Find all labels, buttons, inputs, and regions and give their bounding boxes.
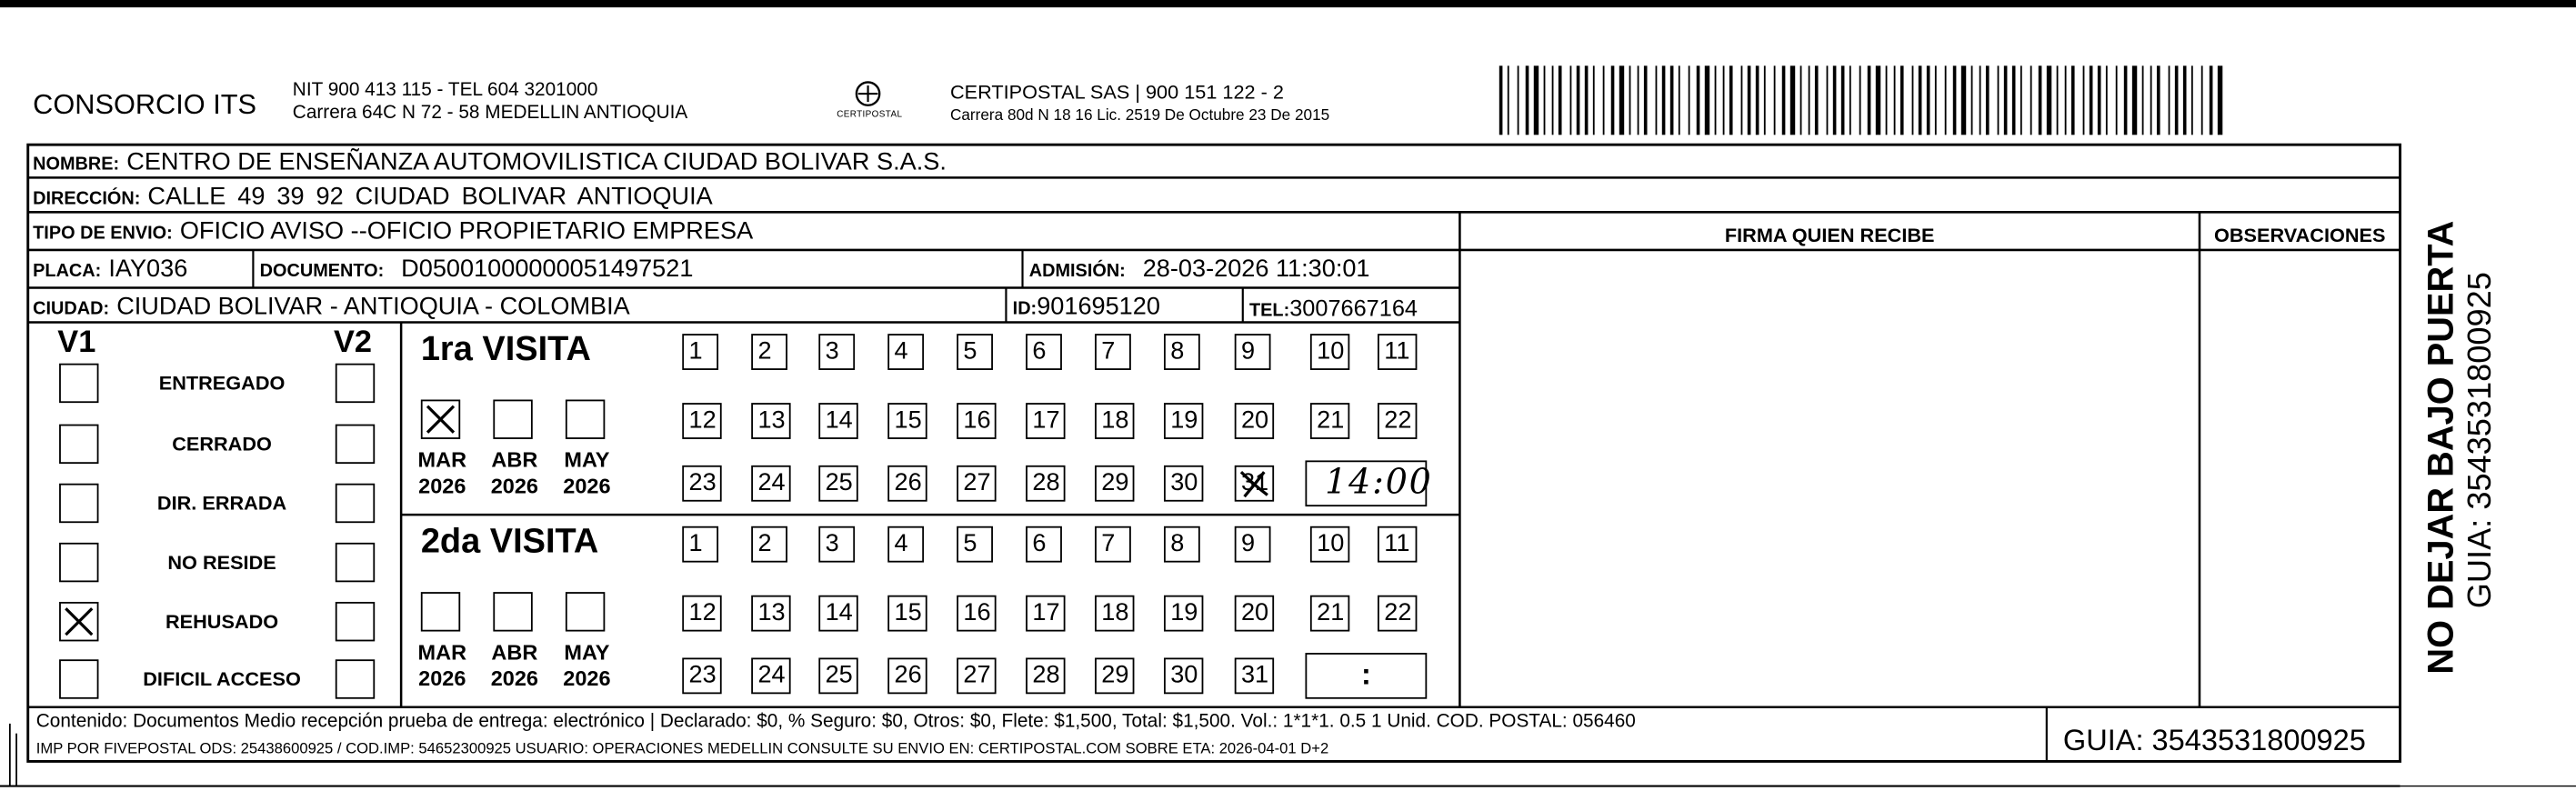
no-dejar-bajo-puerta: NO DEJAR BAJO PUERTA <box>2420 220 2461 675</box>
day-box[interactable]: 21 <box>1310 596 1349 632</box>
day-box[interactable]: 20 <box>1235 596 1274 632</box>
documento-row <box>260 255 694 285</box>
signature-area[interactable] <box>1463 254 2196 705</box>
day-box[interactable]: 18 <box>1095 403 1134 439</box>
certipostal-logo <box>832 79 905 128</box>
day-box[interactable]: 24 <box>751 466 790 502</box>
documento-label: DOCUMENTO: <box>259 261 385 282</box>
carrier-address: Carrera 80d N 18 16 Lic. 2519 De Octubre 23 De 2015 <box>949 106 1330 125</box>
month-label: MAR <box>417 446 467 473</box>
day-box[interactable]: 2 <box>751 526 787 563</box>
v1-checkbox[interactable] <box>59 659 98 698</box>
day-box[interactable]: 6 <box>1026 526 1062 563</box>
tel-row <box>1249 295 1418 325</box>
direccion-value: CALLE 49 39 92 CIUDAD BOLIVAR ANTIOQUIA <box>147 182 713 211</box>
year-label: 2026 <box>490 473 539 499</box>
status-label: CERRADO <box>172 432 272 456</box>
documento-value: D05001000000051497521 <box>401 255 694 284</box>
day-box[interactable]: 5 <box>957 334 993 370</box>
direccion-label: DIRECCIÓN: <box>33 189 141 209</box>
day-box[interactable]: 24 <box>751 657 790 694</box>
day-box[interactable]: 28 <box>1026 657 1065 694</box>
footer-guia: GUIA: 3543531800925 <box>2062 723 2366 757</box>
day-box[interactable]: 23 <box>682 466 721 502</box>
x-mark-icon <box>424 403 456 436</box>
day-box[interactable]: 11 <box>1378 526 1417 563</box>
admision-row <box>1029 255 1370 285</box>
company-nit: NIT 900 413 115 - TEL 604 3201000 <box>292 80 598 101</box>
handwritten-time: 14:00 <box>1325 462 1433 502</box>
day-box[interactable]: 7 <box>1095 526 1131 563</box>
day-box[interactable]: 14 <box>818 596 857 632</box>
day-box[interactable]: 19 <box>1164 403 1203 439</box>
year-label: 2026 <box>563 473 611 499</box>
x-mark-icon <box>63 606 95 638</box>
barcode <box>1499 65 2228 135</box>
month-checkbox[interactable] <box>493 400 532 439</box>
placa-row <box>33 255 187 285</box>
day-box[interactable]: 5 <box>957 526 993 563</box>
day-box[interactable]: 9 <box>1235 334 1271 370</box>
day-box[interactable]: 13 <box>751 403 790 439</box>
day-box[interactable]: 25 <box>818 466 857 502</box>
day-box[interactable]: 12 <box>682 596 721 632</box>
day-box[interactable]: 29 <box>1095 466 1134 502</box>
v2-checkbox[interactable] <box>336 364 375 403</box>
v2-checkbox[interactable] <box>336 659 375 698</box>
day-marked-icon <box>1239 468 1269 498</box>
day-box[interactable]: 8 <box>1164 526 1200 563</box>
day-box[interactable]: 3 <box>818 334 855 370</box>
day-box[interactable]: 22 <box>1378 596 1417 632</box>
placa-label: PLACA: <box>33 261 102 282</box>
v1-checkbox[interactable] <box>59 602 98 641</box>
id-value: 901695120 <box>1037 292 1160 321</box>
side-guia: GUIA: 3543531800925 <box>2462 272 2500 609</box>
day-box[interactable]: 8 <box>1164 334 1200 370</box>
status-label: ENTREGADO <box>158 371 286 396</box>
day-box[interactable]: 30 <box>1164 657 1203 694</box>
ciudad-row <box>33 293 630 323</box>
v2-checkbox[interactable] <box>336 602 375 641</box>
month-checkbox[interactable] <box>421 400 460 439</box>
id-label: ID: <box>1012 299 1037 319</box>
day-box[interactable]: 16 <box>957 596 996 632</box>
day-box[interactable]: 17 <box>1026 403 1065 439</box>
day-box[interactable]: 6 <box>1026 334 1062 370</box>
status-label: REHUSADO <box>165 610 279 634</box>
day-box[interactable]: 15 <box>887 596 927 632</box>
day-box[interactable]: 13 <box>751 596 790 632</box>
direccion-row <box>33 183 713 213</box>
carrier-name: CERTIPOSTAL SAS | 900 151 122 - 2 <box>949 80 1284 104</box>
month-label: ABR <box>491 446 538 473</box>
month-label: MAY <box>564 446 610 473</box>
year-label: 2026 <box>418 666 466 691</box>
v2-checkbox[interactable] <box>336 484 375 523</box>
day-box[interactable]: 14 <box>818 403 857 439</box>
day-box[interactable]: 1 <box>682 334 718 370</box>
year-label: 2026 <box>563 666 611 691</box>
v1-header: V1 <box>57 325 96 361</box>
v2-checkbox[interactable] <box>336 543 375 582</box>
v1-checkbox[interactable] <box>59 425 98 464</box>
day-box[interactable]: 20 <box>1235 403 1274 439</box>
observaciones-header: OBSERVACIONES <box>2214 223 2386 247</box>
v1-checkbox[interactable] <box>59 484 98 523</box>
v1-checkbox[interactable] <box>59 543 98 582</box>
day-box[interactable]: 31 <box>1235 657 1274 694</box>
observaciones-area[interactable] <box>2203 254 2397 705</box>
tel-value: 3007667164 <box>1289 294 1418 321</box>
month-checkbox[interactable] <box>566 400 605 439</box>
status-label: DIFICIL ACCESO <box>143 667 301 691</box>
tipo-envio-value: OFICIO AVISO -‑OFICIO PROPIETARIO EMPRESA <box>179 216 754 245</box>
v2-checkbox[interactable] <box>336 425 375 464</box>
nombre-label: NOMBRE: <box>33 155 120 175</box>
day-box[interactable]: 21 <box>1310 403 1349 439</box>
day-box[interactable]: 30 <box>1164 466 1203 502</box>
time-label: : <box>1360 657 1371 691</box>
ciudad-label: CIUDAD: <box>33 299 110 319</box>
nombre-value: CENTRO DE ENSEÑANZA AUTOMOVILISTICA CIUDAD BOLIVAR S.A.S. <box>126 147 947 176</box>
admision-value: 28-03-2026 11:30:01 <box>1142 255 1370 284</box>
day-box[interactable]: 18 <box>1095 596 1134 632</box>
day-box[interactable]: 25 <box>818 657 857 694</box>
day-box[interactable]: 23 <box>682 657 721 694</box>
month-label: MAY <box>564 639 610 665</box>
day-box[interactable]: 28 <box>1026 466 1065 502</box>
day-box[interactable]: 27 <box>957 657 996 694</box>
month-label: MAR <box>417 639 467 665</box>
id-row <box>1013 293 1160 323</box>
visit-title: 2da VISITA <box>420 523 599 561</box>
day-box[interactable]: 9 <box>1235 526 1271 563</box>
day-box[interactable]: 19 <box>1164 596 1203 632</box>
tipo-envio-row <box>33 217 753 247</box>
day-box[interactable]: 1 <box>682 526 718 563</box>
day-box[interactable]: 7 <box>1095 334 1131 370</box>
footer-impresion: IMP POR FIVEPOSTAL ODS: 25438600925 / COD.IMP: 54652300925 USUARIO: OPERACIONES MEDELLIN CONSULTE SU ENVIO EN: CERTIPOSTAL.COM SOBRE ETA: 2026-04-01 D+2 <box>35 739 1329 757</box>
v1-checkbox[interactable] <box>59 364 98 403</box>
year-label: 2026 <box>490 666 539 691</box>
day-box[interactable]: 2 <box>751 334 787 370</box>
firma-header: FIRMA QUIEN RECIBE <box>1724 223 1935 247</box>
day-box[interactable]: 31 <box>1235 466 1274 502</box>
day-box[interactable]: 26 <box>887 466 927 502</box>
month-checkbox[interactable] <box>566 592 605 631</box>
visit-title: 1ra VISITA <box>420 330 591 369</box>
admision-label: ADMISIÓN: <box>1028 261 1126 282</box>
day-box[interactable]: 11 <box>1378 334 1417 370</box>
company-name: CONSORCIO ITS <box>33 88 257 121</box>
day-box[interactable]: 15 <box>887 403 927 439</box>
day-box[interactable]: 4 <box>887 334 924 370</box>
logo-text: CERTIPOSTAL <box>837 110 903 121</box>
year-label: 2026 <box>418 473 466 499</box>
v2-header: V2 <box>334 325 373 361</box>
day-box[interactable]: 17 <box>1026 596 1065 632</box>
ciudad-value: CIUDAD BOLIVAR - ANTIOQUIA - COLOMBIA <box>116 292 630 321</box>
status-label: DIR. ERRADA <box>156 491 287 516</box>
day-box[interactable]: 22 <box>1378 403 1417 439</box>
day-box[interactable]: 3 <box>818 526 855 563</box>
time-box[interactable] <box>1305 653 1427 699</box>
month-checkbox[interactable] <box>421 592 460 631</box>
tel-label: TEL: <box>1249 300 1290 321</box>
day-box[interactable]: 26 <box>887 657 927 694</box>
day-box[interactable]: 4 <box>887 526 924 563</box>
tipo-envio-label: TIPO DE ENVIO: <box>33 223 173 244</box>
month-checkbox[interactable] <box>493 592 532 631</box>
day-box[interactable]: 29 <box>1095 657 1134 694</box>
month-label: ABR <box>491 639 538 665</box>
day-box[interactable]: 10 <box>1310 334 1349 370</box>
day-box[interactable]: 16 <box>957 403 996 439</box>
company-address: Carrera 64C N 72 - 58 MEDELLIN ANTIOQUIA <box>292 103 688 124</box>
day-box[interactable]: 10 <box>1310 526 1349 563</box>
status-label: NO RESIDE <box>167 550 276 575</box>
placa-value: IAY036 <box>108 255 188 284</box>
day-box[interactable]: 12 <box>682 403 721 439</box>
nombre-row <box>33 148 947 178</box>
footer-contenido: Contenido: Documentos Medio recepción prueba de entrega: electrónico | Declarado: $0, % Seguro: $0, Otros: $0, Flete: $1,500, Total: $1,500. Vol.: 1*1*1. 0.5 1 Unid. COD. POSTAL: 056460 <box>35 712 1636 732</box>
day-box[interactable]: 27 <box>957 466 996 502</box>
